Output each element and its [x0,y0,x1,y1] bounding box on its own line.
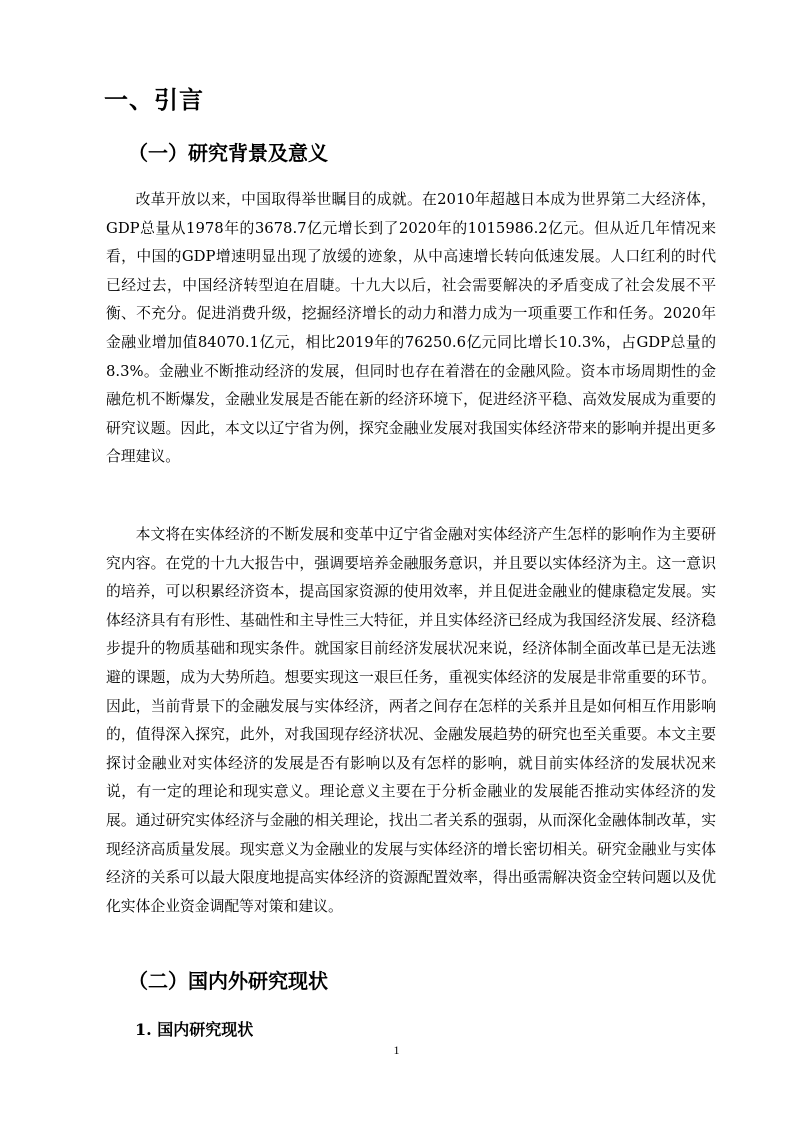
paragraph-research-content: 本文将在实体经济的不断发展和变革中辽宁省金融对实体经济产生怎样的影响作为主要研究内容。在党的十九大报告中，强调要培养金融服务意识，并且要以实体经济为主。这一意识的培养，可以积累经济资本，提高国家资源的使用效率，并且促进金融业的健康稳定发展。实体经济具有有形性、基础性和主导性三大特征，并且实体经济已经成为我国经济发展、经济稳步提升的物质基础和现实条件。就国家目前经济发展状况来说，经济体制全面改革已是无法逃避的课题，成为大势所趋。想要实现这一艰巨任务，重视实体经济的发展是非常重要的环节。因此，当前背景下的金融发展与实体经济，两者之间存在怎样的关系并且是如何相互作用影响的，值得深入探究，此外，对我国现存经济状况、金融发展趋势的研究也至关重要。本文主要探讨金融业对实体经济的发展是否有影响以及有怎样的影响，就目前实体经济的发展状况来说，有一定的理论和现实意义。理论意义主要在于分析金融业的发展能否推动实体经济的发展。通过研究实体经济与金融的相关理论，找出二者关系的强弱，从而深化金融体制改革，实现经济高质量发展。现实意义为金融业的发展与实体经济的增长密切相关。研究金融业与实体经济的关系可以最大限度地提高实体经济的资源配置效率，得出亟需解决资金空转问题以及优化实体企业资金调配等对策和建议。 [106,526,716,915]
page-number: 1 [393,1043,400,1057]
subsection-title-literature: （二）国内外研究现状 [128,969,328,993]
subsubsection-title-domestic: 1. 国内研究现状 [135,1020,254,1039]
paragraph-background: 改革开放以来，中国取得举世瞩目的成就。在2010年超越日本成为世界第二大经济体，GDP总量从1978年的3678.7亿元增长到了2020年的1015986.2亿元。但从近几年情况来看，中国的GDP增速明显出现了放缓的迹象，从中高速增长转向低速发展。人口红利的时代已经过去，中国经济转型迫在眉睫。十九大以后，社会需要解决的矛盾变成了社会发展不平衡、不充分。促进消费升级，挖掘经济增长的动力和潜力成为一项重要工作和任务。2020年金融业增加值84070.1亿元，相比2019年的76250.6亿元同比增长10.3%，占GDP总量的8.3%。金融业不断推动经济的发展，但同时也存在着潜在的金融风险。资本市场周期性的金融危机不断爆发，金融业发展是否能在新的经济环境下，促进经济平稳、高效发展成为重要的研究议题。因此，本文以辽宁省为例，探究金融业发展对我国实体经济带来的影响并提出更多合理建议。 [106,191,716,466]
subsection-title-background: （一）研究背景及意义 [128,141,328,165]
section-title: 一、引言 [104,85,204,114]
